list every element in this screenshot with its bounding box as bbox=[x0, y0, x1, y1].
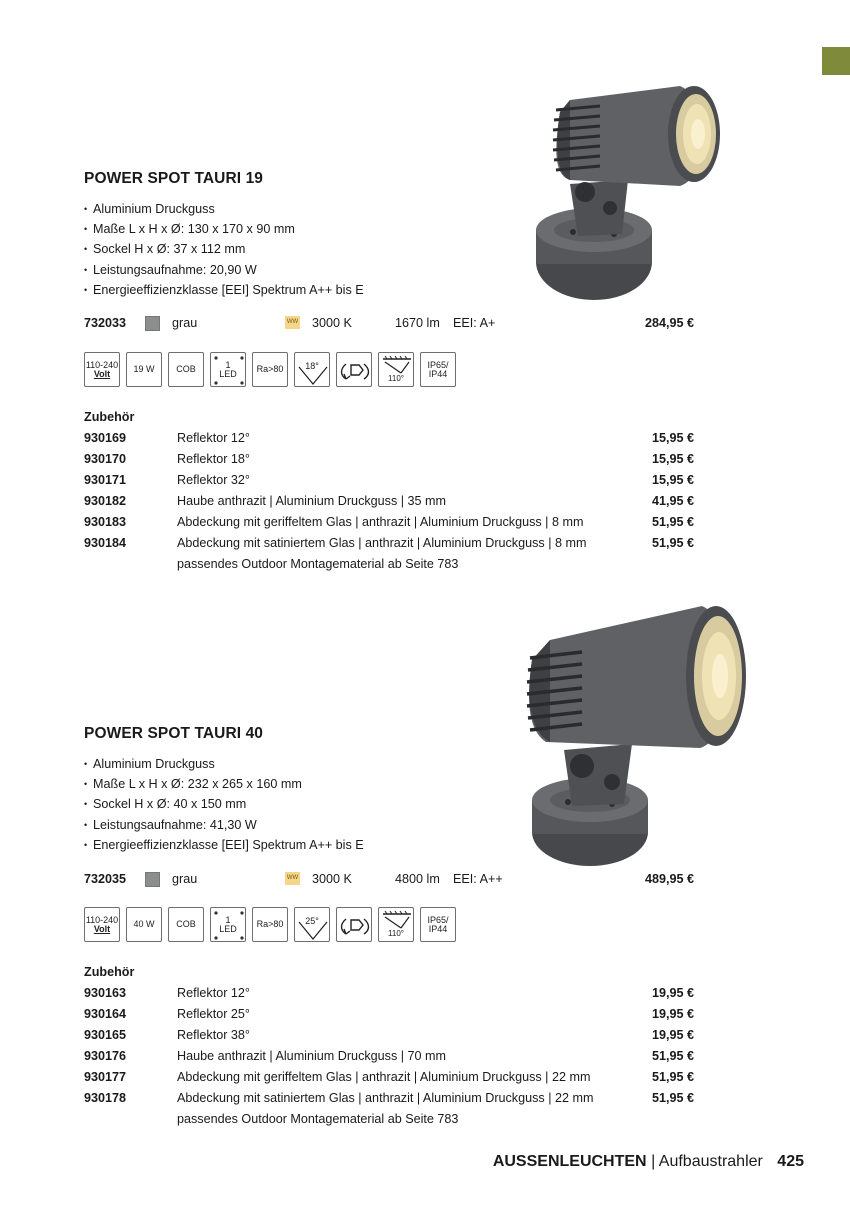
voltage-unit: Volt bbox=[93, 368, 111, 379]
ip-rating-icon bbox=[420, 907, 456, 942]
cri-value: Ra>80 bbox=[256, 919, 284, 929]
rotation-icon bbox=[336, 907, 372, 942]
beam-angle-icon bbox=[294, 352, 330, 387]
accessories-section bbox=[84, 407, 694, 575]
energy-class: EEI: A++ bbox=[453, 872, 503, 886]
rotation-arrow-shape bbox=[337, 353, 373, 388]
article-number: 732035 bbox=[84, 872, 127, 886]
accessory-row bbox=[84, 1004, 694, 1025]
accessory-description: Reflektor 25° bbox=[177, 1007, 250, 1021]
led-count: 1 bbox=[225, 914, 231, 925]
color-swatch bbox=[145, 316, 160, 331]
beam-cone-shape bbox=[295, 353, 331, 388]
led-icon bbox=[210, 352, 246, 387]
accessory-price: 15,95 € bbox=[651, 473, 694, 487]
accessory-price: 51,95 € bbox=[651, 515, 694, 529]
accessory-price: 51,95 € bbox=[651, 1091, 694, 1105]
accessory-row bbox=[84, 1025, 694, 1046]
variant-row bbox=[84, 313, 694, 333]
feature-item: • Aluminium Druckguss bbox=[84, 199, 364, 219]
feature-list bbox=[84, 199, 364, 300]
product-photo bbox=[520, 600, 750, 870]
tilt-angle-value: 110° bbox=[388, 929, 404, 938]
ip-rating-line2: IP44 bbox=[428, 368, 448, 379]
cob-icon bbox=[168, 352, 204, 387]
accessories-section bbox=[84, 962, 694, 1130]
cob-label: COB bbox=[176, 364, 196, 374]
tilt-arc-shape bbox=[379, 908, 415, 943]
tilt-icon bbox=[378, 907, 414, 942]
voltage-icon bbox=[84, 352, 120, 387]
ra-icon bbox=[252, 352, 288, 387]
footer-category: Aufbaustrahler bbox=[658, 1153, 763, 1170]
feature-item: • Leistungsaufnahme: 41,30 W bbox=[84, 815, 364, 835]
feature-item: • Leistungsaufnahme: 20,90 W bbox=[84, 260, 364, 280]
accessory-row bbox=[84, 428, 694, 449]
feature-item: • Sockel H x Ø: 40 x 150 mm bbox=[84, 794, 364, 814]
accessory-description: Reflektor 38° bbox=[177, 1028, 250, 1042]
accessory-code: 930169 bbox=[84, 431, 127, 445]
accessory-code: 930171 bbox=[84, 473, 127, 487]
tilt-angle-value: 110° bbox=[388, 374, 404, 383]
accessory-price: 15,95 € bbox=[651, 431, 694, 445]
accessory-code: 930177 bbox=[84, 1070, 127, 1084]
accessory-description: Reflektor 32° bbox=[177, 473, 250, 487]
mounting-material-note: passendes Outdoor Montagematerial ab Seite 783 bbox=[177, 557, 459, 571]
accessories-heading: Zubehör bbox=[84, 410, 135, 424]
accessory-price: 51,95 € bbox=[651, 1070, 694, 1084]
color-label: grau bbox=[172, 872, 198, 886]
product-photo bbox=[530, 80, 730, 302]
beam-angle-icon bbox=[294, 907, 330, 942]
wattage-value: 19 W bbox=[133, 364, 155, 374]
ip-rating-line1: IP65/ bbox=[427, 359, 449, 370]
feature-item: • Maße L x H x Ø: 232 x 265 x 160 mm bbox=[84, 774, 364, 794]
accessory-description: Abdeckung mit satiniertem Glas | anthrazit | Aluminium Druckguss | 8 mm bbox=[177, 536, 587, 550]
variant-row bbox=[84, 869, 694, 889]
led-icon bbox=[210, 907, 246, 942]
wattage-icon bbox=[126, 907, 162, 942]
cob-icon bbox=[168, 907, 204, 942]
color-temperature: 3000 K bbox=[312, 316, 352, 330]
accessory-row bbox=[84, 1046, 694, 1067]
accessory-description: Abdeckung mit satiniertem Glas | anthrazit | Aluminium Druckguss | 22 mm bbox=[177, 1091, 594, 1105]
accessory-description: Reflektor 12° bbox=[177, 986, 250, 1000]
wattage-icon bbox=[126, 352, 162, 387]
warm-white-badge: WW bbox=[285, 872, 300, 885]
accessory-row bbox=[84, 491, 694, 512]
voltage-range: 110-240 bbox=[85, 359, 119, 370]
accessory-description: Reflektor 12° bbox=[177, 431, 250, 445]
price: 489,95 € bbox=[644, 872, 694, 886]
luminous-flux: 4800 lm bbox=[395, 872, 440, 886]
feature-item: • Aluminium Druckguss bbox=[84, 754, 364, 774]
beam-cone-shape bbox=[295, 908, 331, 943]
accessory-description: Haube anthrazit | Aluminium Druckguss | 35 mm bbox=[177, 494, 447, 508]
accessory-row bbox=[84, 533, 694, 554]
accessory-description: Abdeckung mit geriffeltem Glas | anthrazit | Aluminium Druckguss | 8 mm bbox=[177, 515, 584, 529]
led-corner-marks bbox=[211, 908, 247, 943]
mounting-material-note: passendes Outdoor Montagematerial ab Seite 783 bbox=[177, 1112, 459, 1126]
accessory-row bbox=[84, 1067, 694, 1088]
accessory-code: 930170 bbox=[84, 452, 127, 466]
ip-rating-icon bbox=[420, 352, 456, 387]
accessories-heading: Zubehör bbox=[84, 965, 135, 979]
led-corner-marks bbox=[211, 353, 247, 388]
cob-label: COB bbox=[176, 919, 196, 929]
page-footer bbox=[493, 1153, 804, 1171]
beam-angle-value: 25° bbox=[305, 916, 319, 926]
energy-class: EEI: A+ bbox=[453, 316, 496, 330]
accessory-description: Reflektor 18° bbox=[177, 452, 250, 466]
accessory-row bbox=[84, 470, 694, 491]
accessory-price: 51,95 € bbox=[651, 536, 694, 550]
led-count: 1 bbox=[225, 359, 231, 370]
voltage-range: 110-240 bbox=[85, 914, 119, 925]
luminous-flux: 1670 lm bbox=[395, 316, 440, 330]
ra-icon bbox=[252, 907, 288, 942]
accessory-code: 930183 bbox=[84, 515, 127, 529]
tilt-arc-shape bbox=[379, 353, 415, 388]
accessory-code: 930182 bbox=[84, 494, 127, 508]
accessory-price: 19,95 € bbox=[651, 986, 694, 1000]
color-temperature: 3000 K bbox=[312, 872, 352, 886]
feature-item: • Energieeffizienzklasse [EEI] Spektrum A++ bis E bbox=[84, 280, 364, 300]
accessory-row bbox=[84, 512, 694, 533]
accessory-description: Haube anthrazit | Aluminium Druckguss | 70 mm bbox=[177, 1049, 447, 1063]
product-title: POWER SPOT TAURI 19 bbox=[84, 170, 264, 187]
feature-list bbox=[84, 754, 364, 855]
accessory-price: 51,95 € bbox=[651, 1049, 694, 1063]
accessory-code: 930184 bbox=[84, 536, 127, 550]
wattage-value: 40 W bbox=[133, 919, 155, 929]
accessory-price: 41,95 € bbox=[651, 494, 694, 508]
voltage-unit: Volt bbox=[93, 923, 111, 934]
warm-white-badge: WW bbox=[285, 316, 300, 329]
led-label: LED bbox=[219, 368, 237, 379]
ip-rating-line1: IP65/ bbox=[427, 914, 449, 925]
accessory-code: 930164 bbox=[84, 1007, 127, 1021]
feature-item: • Sockel H x Ø: 37 x 112 mm bbox=[84, 239, 364, 259]
accessory-price: 19,95 € bbox=[651, 1028, 694, 1042]
feature-item: • Maße L x H x Ø: 130 x 170 x 90 mm bbox=[84, 219, 364, 239]
accessory-code: 930176 bbox=[84, 1049, 127, 1063]
accessory-code: 930178 bbox=[84, 1091, 127, 1105]
product-title: POWER SPOT TAURI 40 bbox=[84, 725, 264, 742]
accessory-code: 930163 bbox=[84, 986, 127, 1000]
accessory-price: 19,95 € bbox=[651, 1007, 694, 1021]
ip-rating-line2: IP44 bbox=[428, 923, 448, 934]
accessory-row bbox=[84, 449, 694, 470]
cri-value: Ra>80 bbox=[256, 364, 284, 374]
tilt-icon bbox=[378, 352, 414, 387]
voltage-icon bbox=[84, 907, 120, 942]
accessory-row bbox=[84, 983, 694, 1004]
rotation-icon bbox=[336, 352, 372, 387]
rotation-arrow-shape bbox=[337, 908, 373, 943]
article-number: 732033 bbox=[84, 316, 127, 330]
color-label: grau bbox=[172, 316, 198, 330]
accessory-row bbox=[84, 1088, 694, 1109]
page-number: 425 bbox=[777, 1153, 804, 1170]
section-tab-marker bbox=[822, 47, 850, 75]
accessory-code: 930165 bbox=[84, 1028, 127, 1042]
footer-separator: | bbox=[651, 1153, 656, 1170]
footer-section: AUSSENLEUCHTEN bbox=[492, 1153, 647, 1170]
led-label: LED bbox=[219, 923, 237, 934]
accessory-price: 15,95 € bbox=[651, 452, 694, 466]
feature-item: • Energieeffizienzklasse [EEI] Spektrum A++ bis E bbox=[84, 835, 364, 855]
price: 284,95 € bbox=[644, 316, 694, 330]
beam-angle-value: 18° bbox=[305, 361, 319, 371]
color-swatch bbox=[145, 872, 160, 887]
accessory-description: Abdeckung mit geriffeltem Glas | anthrazit | Aluminium Druckguss | 22 mm bbox=[177, 1070, 591, 1084]
